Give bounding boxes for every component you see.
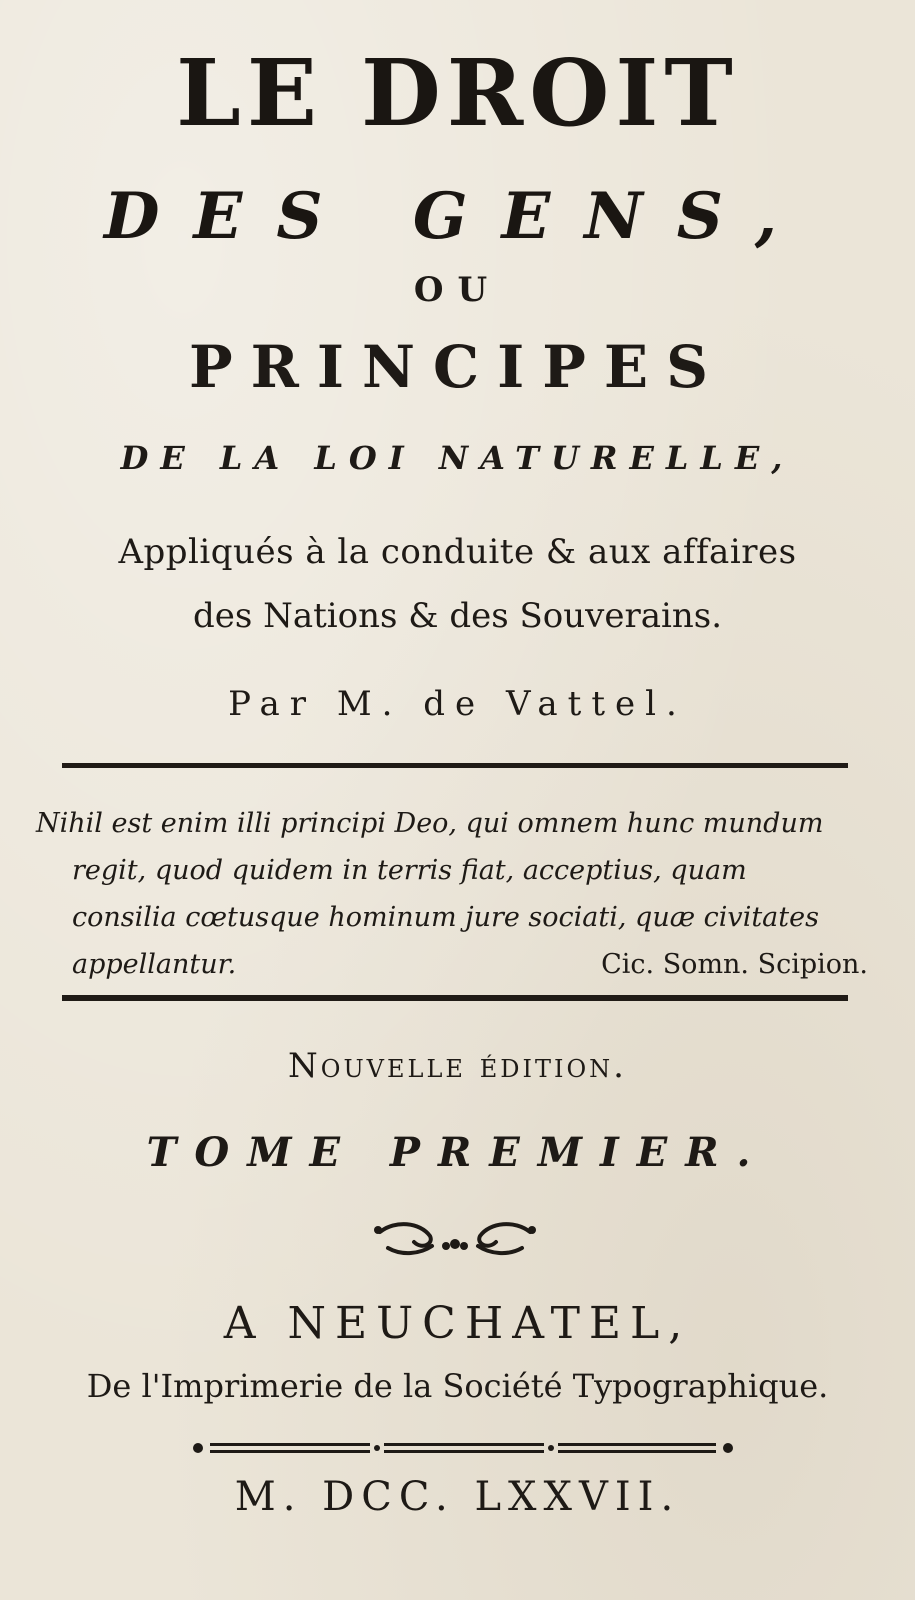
volume-label: TOME PREMIER.	[146, 1129, 769, 1176]
subtitle-loi-naturelle: DE LA LOI NATURELLE,	[120, 439, 795, 477]
imprint-date: M. DCC. LXXVII.	[234, 1474, 681, 1520]
subtitle-nations: des Nations & des Souverains.	[192, 596, 723, 636]
printers-ornament-icon	[370, 1218, 540, 1262]
epigraph-line: appellantur.	[72, 949, 237, 980]
imprint-place: A NEUCHATEL,	[223, 1298, 692, 1349]
latin-epigraph	[36, 800, 876, 988]
title-principes: PRINCIPES	[189, 333, 726, 401]
epigraph-line: consilia cœtusque hominum jure sociati, quæ civitates	[72, 902, 819, 933]
top-rule-divider	[62, 763, 848, 768]
imprint-printer: De l'Imprimerie de la Société Typographique.	[86, 1367, 829, 1405]
subtitle-appliques: Appliqués à la conduite & aux affaires	[118, 532, 797, 572]
epigraph-last-line	[36, 941, 876, 988]
title-des-gens: DES GENS,	[104, 179, 811, 254]
edition-label: Nouvelle édition.	[288, 1046, 627, 1086]
epigraph-line: regit, quod quidem in terris fiat, acceptius, quam	[72, 855, 747, 886]
bottom-rule-divider	[62, 995, 848, 1001]
title-le-droit: LE DROIT	[176, 39, 739, 147]
decorative-border-icon	[188, 1436, 738, 1460]
epigraph-citation: Cic. Somn. Scipion.	[601, 949, 868, 980]
title-ou: OU	[413, 270, 502, 310]
epigraph-line: Nihil est enim illi principi Deo, qui omnem hunc mundum	[36, 808, 824, 839]
author-line: Par M. de Vattel.	[228, 684, 687, 724]
